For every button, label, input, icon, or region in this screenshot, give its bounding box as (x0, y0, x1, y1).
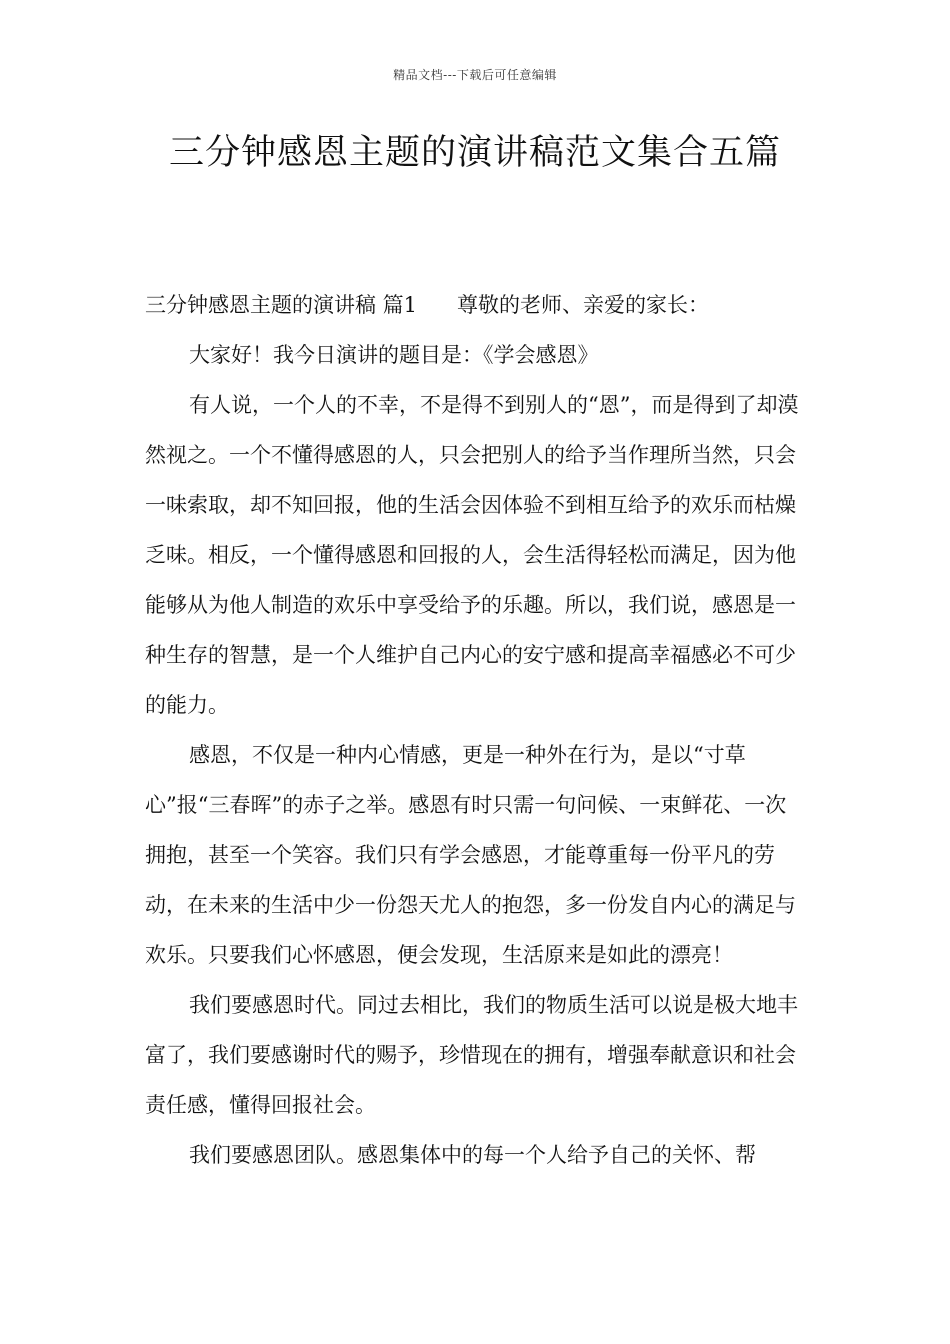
first-line (145, 280, 805, 330)
document-body (145, 280, 805, 1180)
paragraph-2: 感恩，不仅是一种内心情感，更是一种外在行为，是以“寸草心”报“三春晖”的赤子之举。感恩有时只需一句问候、一束鲜花、一次拥抱，甚至一个笑容。我们只有学会感恩，才能尊重每一份平凡的劳动，在未来的生活中少一份怨天尤人的抱怨，多一份发自内心的满足与欢乐。只要我们心怀感恩，便会发现，生活原来是如此的漂亮！ (145, 743, 796, 967)
header-note: 精品文档---下载后可任意编辑 (393, 68, 557, 82)
document-title: 三分钟感恩主题的演讲稿范文集合五篇 (168, 133, 781, 173)
paragraph-4: 我们要感恩团队。感恩集体中的每一个人给予自己的关怀、帮 (189, 1143, 756, 1167)
paragraph-greeting: 大家好！我今日演讲的题目是：《学会感恩》 (189, 343, 599, 367)
paragraph-1: 有人说，一个人的不幸，不是得不到别人的“恩”，而是得到了却漠然视之。一个不懂得感恩的人，只会把别人的给予当作理所当然，只会一味索取，却不知回报，他的生活会因体验不到相互给予的欢乐而枯燥乏味。相反，一个懂得感恩和回报的人，会生活得轻松而满足，因为他能够从为他人制造的欢乐中享受给予的乐趣。所以，我们说，感恩是一种生存的智慧，是一个人维护自己内心的安宁感和提高幸福感必不可少的能力。 (145, 393, 799, 717)
salutation: 尊敬的老师、亲爱的家长： (457, 293, 710, 317)
paragraph-3: 我们要感恩时代。同过去相比，我们的物质生活可以说是极大地丰富了，我们要感谢时代的赐予，珍惜现在的拥有，增强奉献意识和社会责任感，懂得回报社会。 (145, 993, 798, 1117)
section-heading: 三分钟感恩主题的演讲稿 篇1 (145, 293, 418, 317)
